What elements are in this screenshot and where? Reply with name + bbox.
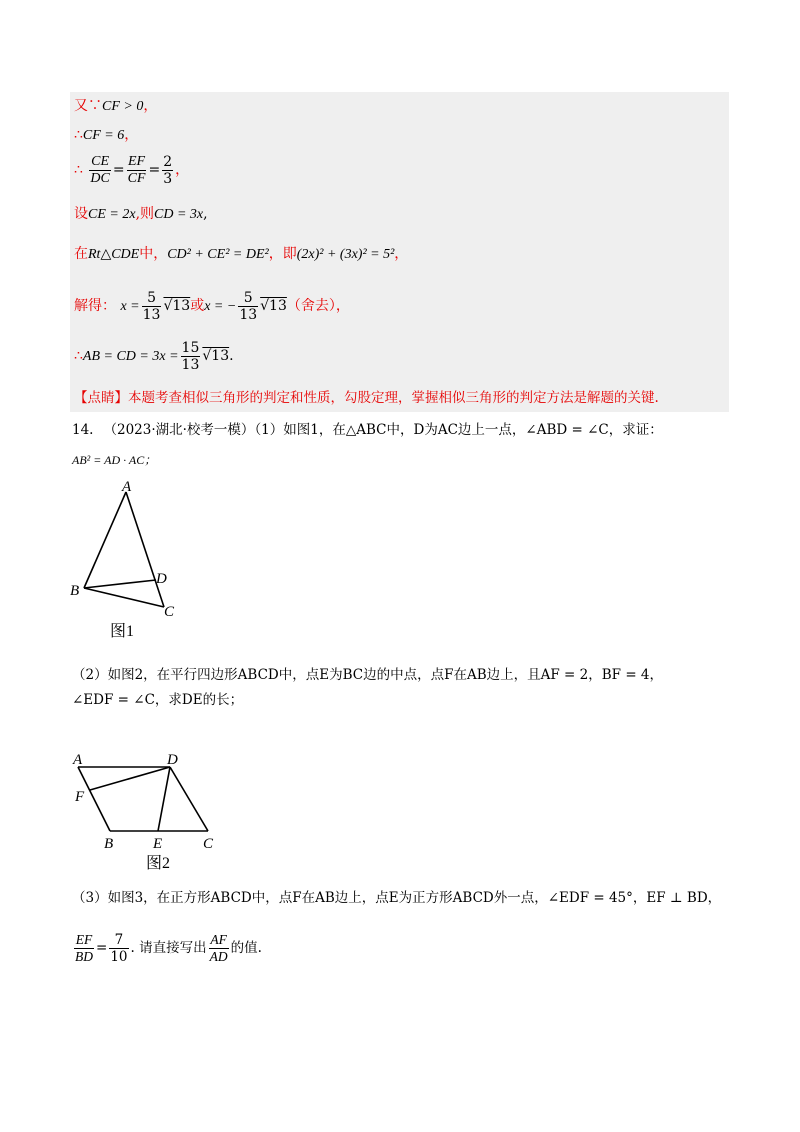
fraction-ce-dc: $\frac{CE}{DC}$ [90,153,110,186]
edge-dc [170,767,208,831]
fraction-7-10: $\frac{7}{10}$ [110,932,128,965]
question-14-line-1: 14. （2023·湖北·校考一模）（1）如图1，在△ABC中，D为AC边上一点，∠ABD = ∠C，求证： [72,422,663,438]
fraction-ef-bd: $\frac{EF}{BD}$ [75,932,93,964]
edge-ab [84,492,126,588]
label-a: A [122,479,132,495]
question-14-part-2-line-1: （2）如图2，在平行四边形ABCD中，点E为BC边的中点，点F在AB边上，且AF = 2，BF = 4， [72,667,664,683]
edge-bc [84,588,164,607]
solution-line-6: 解得： x = $\frac{5}{13}$ √13或x = − $\frac{5}{13}$ √13（舍去）， [74,289,350,323]
label-e: E [153,836,163,852]
fraction-2-3: $\frac{2}{3}$ [163,153,173,187]
label-b: B [70,583,80,599]
solution-line-3: ∴ $\frac{CE}{DC}$ = $\frac{EF}{CF}$ = $\frac{2}{3}$ ， [74,153,190,187]
fraction-ef-cf: $\frac{EF}{CF}$ [127,153,146,186]
edge-df [90,767,170,790]
label-c: C [164,604,175,620]
label-f: F [75,789,85,805]
solution-line-5: 在Rt△CDE中，CD² + CE² = DE²，即(2x)² + (3x)² = 5²， [74,246,409,262]
label-c: C [203,836,214,852]
figure-1-caption: 图1 [110,623,135,640]
question-14-line-2: AB² = AD · AC； [72,453,157,467]
figure-2-caption: 图2 [146,855,171,872]
fraction-neg-5-13: $\frac{5}{13}$ [239,289,258,323]
edge-ac [126,492,164,607]
figure-2 [60,745,230,875]
solution-line-4: 设CE = 2x,则CD = 3x, [74,206,208,222]
question-14-part-2-line-2: ∠EDF = ∠C，求DE的长； [72,692,244,708]
comment-line: 【点睛】本题考查相似三角形的判定和性质，勾股定理，掌握相似三角形的判定方法是解题的关键. [74,390,659,406]
fraction-af-ad: $\frac{AF}{AD}$ [209,932,228,964]
edge-bd [84,580,156,588]
question-14-part-3-line-2: $\frac{EF}{BD}$ = $\frac{7}{10}$ . 请直接写出 $\frac{AF}{AD}$ 的值. [75,932,262,965]
solution-line-7: ∴AB = CD = 3x = $\frac{15}{13}$ √13. [74,339,234,373]
label-d: D [156,571,167,587]
solution-line-2: ∴CF = 6， [74,127,139,143]
question-14-part-3-line-1: （3）如图3，在正方形ABCD中，点F在AB边上，点E为正方形ABCD外一点，∠EDF = 45°，EF ⊥ BD， [72,890,722,906]
solution-panel [70,92,729,412]
edge-de [158,767,170,831]
label-b: B [104,836,114,852]
label-a: A [73,752,83,768]
label-d: D [167,752,178,768]
figure-1 [60,470,200,650]
fraction-5-13: $\frac{5}{13}$ [142,289,161,323]
solution-line-1: 又∵CF > 0， [74,98,158,114]
fraction-15-13: $\frac{15}{13}$ [181,339,200,373]
